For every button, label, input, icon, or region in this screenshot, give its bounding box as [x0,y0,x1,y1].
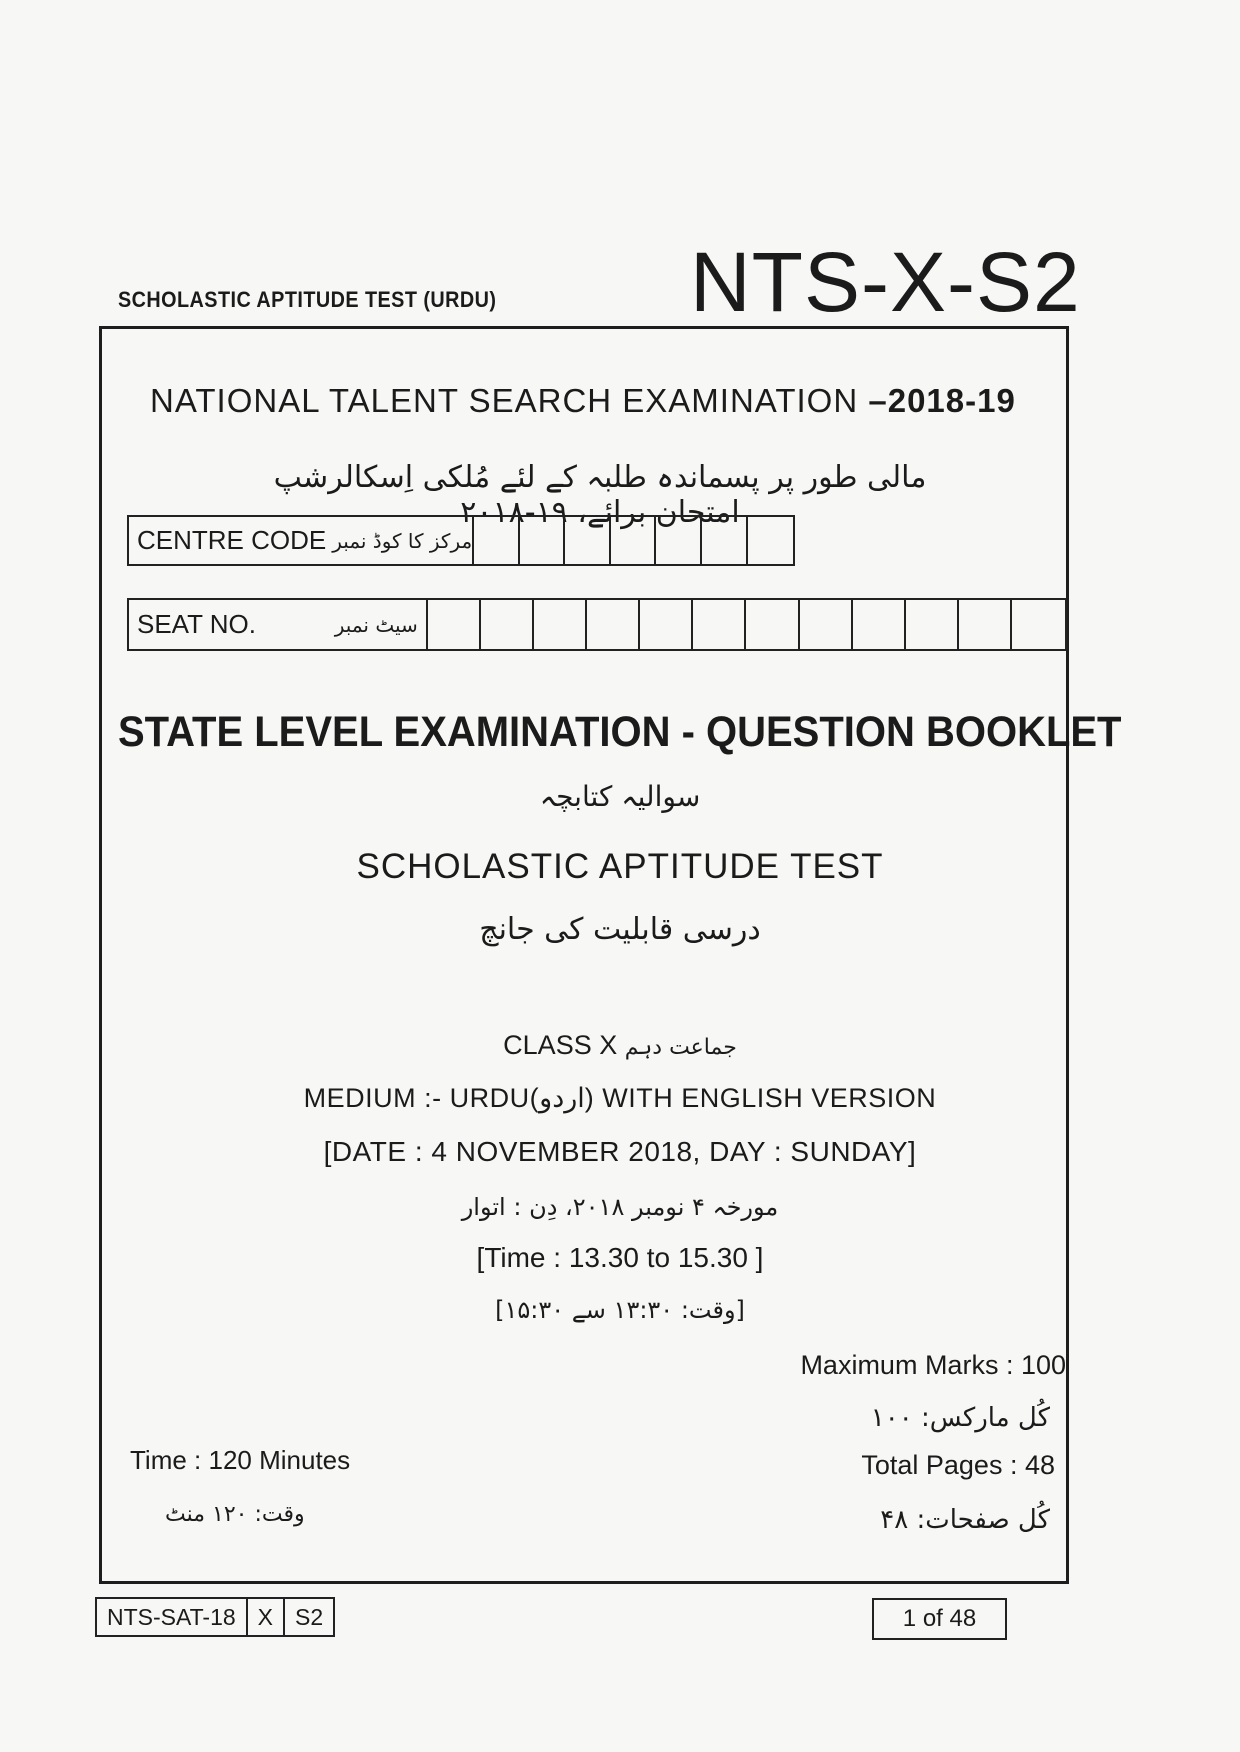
centre-code-urdu-label: مرکز کا کوڈ نمبر [332,528,473,553]
footer-code-part: NTS-SAT-18 [97,1599,248,1635]
class-line [0,1030,1240,1061]
medium-line: MEDIUM :- URDU(اردو) WITH ENGLISH VERSION [303,1083,937,1113]
centre-code-cell[interactable] [656,517,702,564]
seat-no-cell[interactable] [587,600,640,649]
booklet-title: STATE LEVEL EXAMINATION - QUESTION BOOKLET [118,708,1122,756]
urdu-date-line: مورخہ ۴ نومبر ۲۰۱۸، دِن : اتوار [461,1193,779,1221]
centre-code-label-text: CENTRE CODE [137,525,327,555]
urdu-time-line: [وقت: ۱۳:۳۰ سے ۱۵:۳۰] [495,1296,745,1324]
seat-no-row [127,598,1067,651]
header-label: SCHOLASTIC APTITUDE TEST (URDU) [118,287,497,312]
test-name: SCHOLASTIC APTITUDE TEST [356,847,884,886]
time-minutes: Time : 120 Minutes [130,1445,351,1475]
seat-no-cell[interactable] [746,600,799,649]
footer-code-part: X [248,1599,285,1635]
seat-no-cell[interactable] [428,600,481,649]
seat-no-cell[interactable] [693,600,746,649]
class-text: CLASS X [503,1030,618,1060]
max-marks: Maximum Marks : 100 [800,1350,1066,1380]
exam-title [150,382,1016,420]
seat-no-label-text: SEAT NO. [137,609,256,639]
seat-no-cell[interactable] [906,600,959,649]
page-number: 1 of 48 [872,1598,1007,1640]
time-line: [Time : 13.30 to 15.30 ] [476,1242,764,1273]
centre-code-label [129,517,474,564]
centre-code-cell[interactable] [474,517,520,564]
seat-no-urdu-label: سیٹ نمبر [334,612,418,637]
seat-no-cell[interactable] [1012,600,1065,649]
centre-code-row [127,515,795,566]
seat-no-cell[interactable] [481,600,534,649]
total-pages: Total Pages : 48 [861,1450,1055,1480]
centre-code-cell[interactable] [748,517,793,564]
centre-code-cell[interactable] [565,517,611,564]
class-urdu: جماعت دہم [624,1035,737,1060]
seat-no-label [129,600,428,649]
seat-no-cell[interactable] [853,600,906,649]
urdu-subtitle: مالی طور پر پسماندہ طلبہ کے لئے مُلکی اِسکالرشپ امتحان برائے، ۱۹-۲۰۱۸ [273,460,927,530]
seat-no-cell[interactable] [959,600,1012,649]
urdu-test-name: درسی قابلیت کی جانچ [479,912,761,947]
footer-code [95,1597,335,1637]
urdu-time-minutes: وقت: ۱۲۰ منٹ [165,1502,305,1527]
footer-code-part: S2 [295,1603,324,1630]
urdu-marks: کُل مارکس: ۱۰۰ [870,1403,1050,1433]
centre-code-cell[interactable] [702,517,748,564]
urdu-booklet-title: سوالیہ کتابچہ [539,780,701,813]
centre-code-cell[interactable] [520,517,566,564]
urdu-total-pages: کُل صفحات: ۴۸ [880,1505,1050,1535]
centre-code-cell[interactable] [611,517,657,564]
seat-no-cell[interactable] [800,600,853,649]
paper-code: NTS-X-S2 [690,235,1081,329]
seat-no-cell[interactable] [640,600,693,649]
seat-no-cell[interactable] [534,600,587,649]
exam-title-text: NATIONAL TALENT SEARCH EXAMINATION [150,382,859,419]
exam-year: –2018-19 [868,382,1016,419]
date-line: [DATE : 4 NOVEMBER 2018, DAY : SUNDAY] [323,1136,917,1167]
